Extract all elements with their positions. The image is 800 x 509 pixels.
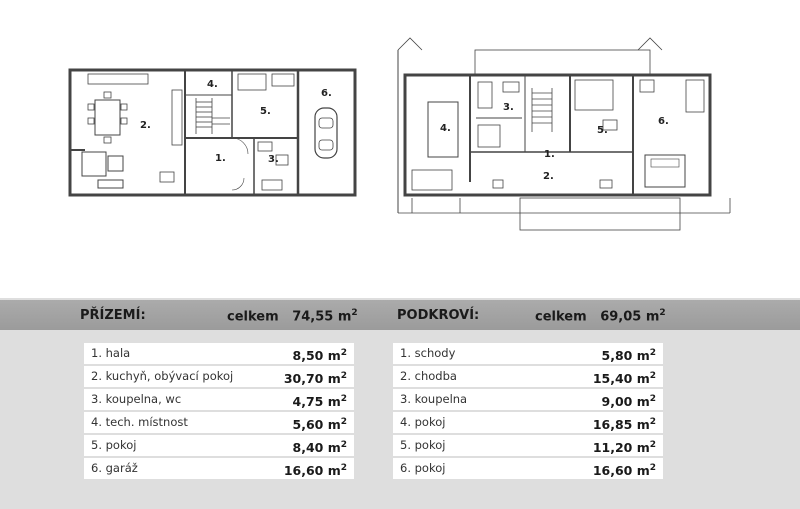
room-area-unit-exponent: 2 [649,440,656,450]
attic-room-labels [440,102,669,182]
attic-room-table [393,343,663,481]
room-name: 4. tech. místnost [91,415,188,429]
room-area [293,389,347,412]
table-row [393,412,663,433]
room-label-3: 3. [268,154,279,165]
room-area-value: 16,60 m [592,463,650,479]
ground-floor-total-value: 74,55 m [292,309,352,325]
room-area-value: 15,40 m [592,371,650,387]
room-name: 6. garáž [91,461,138,475]
room-area [602,389,656,412]
room-label-5: 5. [260,106,271,117]
area-summary-header [0,300,800,330]
room-area [284,366,347,389]
room-label-4: 4. [207,79,218,90]
room-area [293,343,347,366]
room-name: 3. koupelna [400,392,468,406]
room-area-unit-exponent: 2 [340,348,347,358]
attic-total-value: 69,05 m [600,309,660,325]
room-name: 2. chodba [400,369,457,383]
room-label-2: 2. [543,171,554,182]
table-row [84,343,354,364]
room-area-unit-exponent: 2 [340,440,347,450]
attic-total-label: celkem [535,309,587,325]
room-area [593,412,656,435]
room-area [602,343,656,366]
room-area-unit-exponent: 2 [649,371,656,381]
room-area [293,435,347,458]
table-row [84,366,354,387]
attic-total [535,308,666,324]
room-label-6: 6. [321,88,332,99]
attic-total-unit-exponent: 2 [659,308,666,318]
table-row [393,366,663,387]
room-area-unit-exponent: 2 [649,463,656,473]
table-row [393,389,663,410]
table-row [84,435,354,456]
room-area-unit-exponent: 2 [340,394,347,404]
room-label-2: 2. [140,120,151,131]
room-area-value: 9,00 m [601,394,650,410]
room-label-1: 1. [215,153,226,164]
ground-floor-total [227,308,358,324]
room-area-value: 16,85 m [592,417,650,433]
room-area-unit-exponent: 2 [340,371,347,381]
room-area-unit-exponent: 2 [649,348,656,358]
room-area-value: 30,70 m [283,371,341,387]
room-name: 3. koupelna, wc [91,392,182,406]
room-area-value: 8,40 m [292,440,341,456]
room-label-4: 4. [440,123,451,134]
table-row [84,389,354,410]
room-label-1: 1. [544,149,555,160]
room-area [593,366,656,389]
room-area-value: 4,75 m [292,394,341,410]
room-area [284,458,347,481]
room-name: 1. schody [400,346,456,360]
room-area-value: 16,60 m [283,463,341,479]
room-name: 5. pokoj [91,438,137,452]
room-area-value: 11,20 m [592,440,650,456]
room-area-unit-exponent: 2 [649,417,656,427]
room-area-unit-exponent: 2 [340,463,347,473]
room-area [593,435,656,458]
table-row [393,435,663,456]
room-name: 5. pokoj [400,438,446,452]
table-row [84,458,354,479]
room-area-value: 8,50 m [292,348,341,364]
ground-floor-title: PŘÍZEMÍ: [80,308,146,323]
room-label-5: 5. [597,125,608,136]
table-row [84,412,354,433]
table-row [393,343,663,364]
room-area-unit-exponent: 2 [340,417,347,427]
room-name: 6. pokoj [400,461,446,475]
ground-floor-room-table [84,343,354,481]
room-name: 4. pokoj [400,415,446,429]
room-label-6: 6. [658,116,669,127]
table-row [393,458,663,479]
room-area-value: 5,60 m [292,417,341,433]
room-name: 2. kuchyň, obývací pokoj [91,369,234,383]
room-area-value: 5,80 m [601,348,650,364]
ground-floor-total-label: celkem [227,309,279,325]
ground-floor-room-labels [140,79,332,165]
room-area-unit-exponent: 2 [649,394,656,404]
room-label-3: 3. [503,102,514,113]
room-area [293,412,347,435]
ground-floor-total-unit-exponent: 2 [351,308,358,318]
room-area [593,458,656,481]
attic-plan [398,38,730,230]
attic-title: PODKROVÍ: [397,308,480,323]
room-name: 1. hala [91,346,131,360]
